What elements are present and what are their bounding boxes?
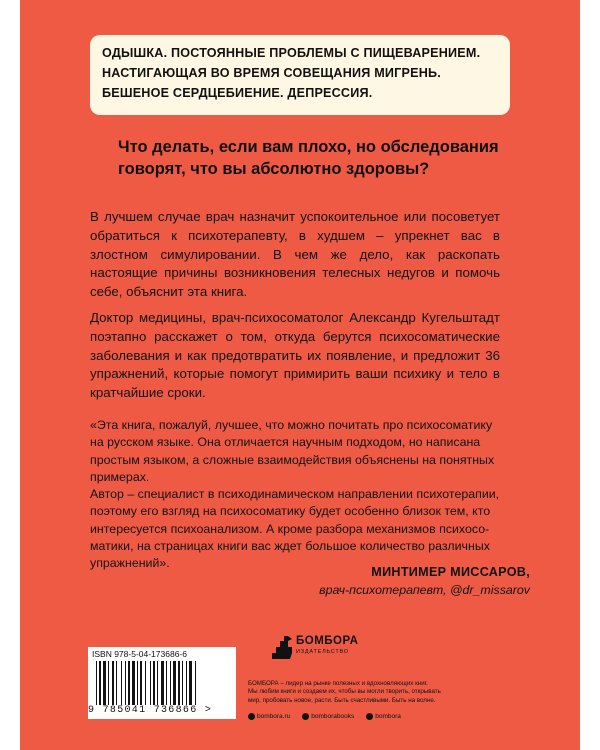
social-label: bombora xyxy=(375,712,401,720)
lead-question: Что делать, если вам плохо, но обследования говорят, что вы абсолютно здоровы? xyxy=(118,138,499,178)
quote-line: поэтому его взгляд на психосоматику будет особенно близок тем, кто xyxy=(90,504,491,519)
globe-icon xyxy=(248,713,255,720)
messenger-icon xyxy=(366,713,373,720)
publisher-line: БОМБОРА – лидер на рынке полезных и вдохновляющих книг. xyxy=(248,680,428,687)
quote-line: примерах. xyxy=(90,469,150,484)
quote-author-title: врач-психотерапевт, @dr_missarov xyxy=(319,583,530,597)
quote-line: Автор – специалист в психодинамическом направлении психотерапии, xyxy=(90,487,500,502)
quote-line: «Эта книга, пожалуй, лучшее, что можно почитать про психосоматику xyxy=(90,418,493,432)
description-paragraph: Доктор медицины, врач-психосоматолог Александр Кугельштадт поэтапно расскажет о том, откуда берутся психосоматические заболевания и как предотвратить их появление, и предложит 36 упражнений, которые помогут примирить ваши психику и тело в кратчайшие сроки. xyxy=(90,310,500,401)
social-label: bombora.ru xyxy=(257,712,291,720)
barcode-panel xyxy=(88,647,236,719)
quote-author: МИНТИМЕР МИССАРОВ, xyxy=(371,565,530,579)
social-books[interactable] xyxy=(302,713,354,720)
publisher-socials xyxy=(248,710,401,722)
review-quote xyxy=(90,417,500,573)
publisher-name: БОМБОРА xyxy=(296,635,359,647)
quote-line: матики, на страницах книги вас ждет большое количество различных xyxy=(90,539,490,554)
quote-line: на русском языке. Она отличается научным подходом, но написана xyxy=(90,435,481,450)
publisher-line: Мы любим книги и создаем их, чтобы вы могли творить, открывать xyxy=(248,688,441,696)
barcode-icon xyxy=(90,661,234,705)
symptoms-box xyxy=(90,35,510,115)
description-paragraph: В лучшем случае врач назначит успокоительное или посоветует обратиться к психотерапевту, в худшем – упрекнет вас в злостном симулировании. В чем же дело, как раскопать настоящие причины возникновения телесных недугов и помочь себе, объяснит эта книга. xyxy=(90,209,500,300)
publisher-line: мир, пробовать новое, расти. Быть счастливыми. Быть на волне. xyxy=(248,696,436,704)
quote-line: простым языком, а сложные взаимодействия объяснены на понятных xyxy=(90,452,495,467)
quote-line: интересуется психоанализом. А кроме разбора механизмов психосо- xyxy=(90,521,490,536)
barcode-number: 9 785041 736866 > xyxy=(88,705,213,716)
symptoms-line: ОДЫШКА. ПОСТОЯННЫЕ ПРОБЛЕМЫ С ПИЩЕВАРЕНИЕМ. xyxy=(102,46,481,60)
social-network-icon xyxy=(302,713,309,720)
symptoms-line: БЕШЕНОЕ СЕРДЦЕБИЕНИЕ. ДЕПРЕССИЯ. xyxy=(102,86,373,100)
social-channel[interactable] xyxy=(366,713,401,720)
back-cover xyxy=(20,0,580,750)
social-label: bomborabooks xyxy=(311,712,355,720)
symptoms-line: НАСТИГАЮЩАЯ ВО ВРЕМЯ СОВЕЩАНИЯ МИГРЕНЬ. xyxy=(102,66,441,80)
publisher-description xyxy=(248,680,498,705)
quote-line: упражнений». xyxy=(90,556,170,571)
isbn-label: ISBN 978-5-04-173686-6 xyxy=(92,649,187,659)
publisher-subtitle: ИЗДАТЕЛЬСТВО xyxy=(296,649,349,655)
publisher-logo xyxy=(270,633,370,661)
social-website[interactable] xyxy=(248,713,290,720)
bombora-logo-icon xyxy=(270,633,294,661)
